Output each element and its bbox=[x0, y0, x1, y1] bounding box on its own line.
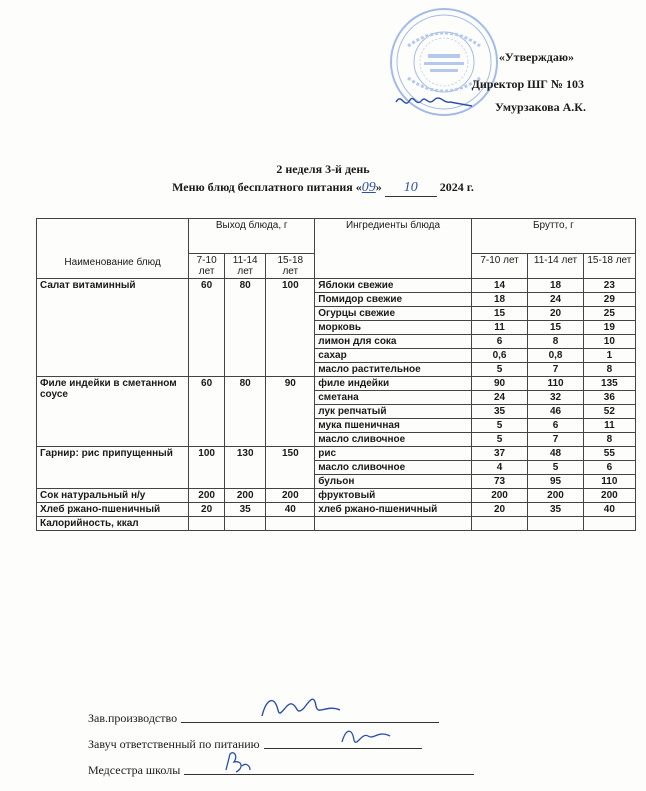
gross-value: 15 bbox=[471, 307, 528, 321]
signature-row-production bbox=[88, 700, 474, 726]
ingredient-name: бульон bbox=[315, 475, 472, 489]
gross-value: 90 bbox=[471, 377, 528, 391]
empty-cell bbox=[189, 517, 225, 531]
gross-value: 29 bbox=[583, 293, 635, 307]
gross-value: 200 bbox=[583, 489, 635, 503]
menu-month: 10 bbox=[385, 180, 437, 197]
gross-value: 18 bbox=[471, 293, 528, 307]
menu-day: 09 bbox=[361, 180, 376, 195]
empty-cell bbox=[315, 517, 472, 531]
yield-value: 60 bbox=[189, 279, 225, 377]
ingredient-name: сахар bbox=[315, 349, 472, 363]
menu-title bbox=[0, 180, 646, 197]
table-row bbox=[37, 503, 636, 517]
yield-value: 60 bbox=[189, 377, 225, 447]
header-gross-age: 15-18 лет bbox=[583, 254, 635, 279]
yield-value: 80 bbox=[225, 279, 266, 377]
ingredient-name: Яблоки свежие bbox=[315, 279, 472, 293]
ingredient-name: масло сливочное bbox=[315, 433, 472, 447]
ingredient-name: мука пшеничная bbox=[315, 419, 472, 433]
gross-value: 11 bbox=[583, 419, 635, 433]
gross-value: 52 bbox=[583, 405, 635, 419]
calories-label: Калорийность, ккал bbox=[37, 517, 189, 531]
ingredient-name: лимон для сока bbox=[315, 335, 472, 349]
gross-value: 24 bbox=[471, 391, 528, 405]
gross-value: 55 bbox=[583, 447, 635, 461]
yield-value: 200 bbox=[189, 489, 225, 503]
gross-value: 0,6 bbox=[471, 349, 528, 363]
gross-value: 19 bbox=[583, 321, 635, 335]
menu-table bbox=[36, 218, 636, 531]
header-yield-age: 7-10 лет bbox=[189, 254, 225, 279]
gross-value: 7 bbox=[528, 433, 583, 447]
menu-title-prefix: Меню блюд бесплатного питания « bbox=[172, 180, 362, 194]
table-row bbox=[37, 279, 636, 293]
gross-value: 6 bbox=[471, 335, 528, 349]
gross-value: 25 bbox=[583, 307, 635, 321]
production-label: Зав.производство bbox=[88, 711, 178, 725]
ingredient-name: Помидор свежие bbox=[315, 293, 472, 307]
gross-value: 48 bbox=[528, 447, 583, 461]
ingredient-name: морковь bbox=[315, 321, 472, 335]
director-title: Директор ШГ № 103 bbox=[471, 77, 584, 91]
header-gross: Брутто, г bbox=[471, 219, 635, 254]
gross-value: 6 bbox=[528, 419, 583, 433]
ingredient-name: сметана bbox=[315, 391, 472, 405]
ingredient-name: лук репчатый bbox=[315, 405, 472, 419]
yield-value: 200 bbox=[225, 489, 266, 503]
gross-value: 36 bbox=[583, 391, 635, 405]
gross-value: 110 bbox=[583, 475, 635, 489]
gross-value: 20 bbox=[528, 307, 583, 321]
ingredient-name: Огурцы свежие bbox=[315, 307, 472, 321]
gross-value: 110 bbox=[528, 377, 583, 391]
gross-value: 15 bbox=[528, 321, 583, 335]
approval-block bbox=[472, 50, 586, 115]
menu-subtitle: 2 неделя 3-й день bbox=[276, 162, 370, 176]
gross-value: 4 bbox=[471, 461, 528, 475]
gross-value: 8 bbox=[583, 433, 635, 447]
ingredient-name: масло растительное bbox=[315, 363, 472, 377]
gross-value: 23 bbox=[583, 279, 635, 293]
signature-row-nurse bbox=[88, 752, 474, 778]
gross-value: 0,8 bbox=[528, 349, 583, 363]
menu-year: 2024 г. bbox=[439, 180, 474, 194]
yield-value: 130 bbox=[225, 447, 266, 489]
empty-cell bbox=[528, 517, 583, 531]
gross-value: 200 bbox=[528, 489, 583, 503]
header-yield-age: 15-18 лет bbox=[266, 254, 315, 279]
gross-value: 40 bbox=[583, 503, 635, 517]
table-row bbox=[37, 489, 636, 503]
dish-name: Хлеб ржано-пшеничный bbox=[37, 503, 189, 517]
header-yield: Выход блюда, г bbox=[189, 219, 315, 254]
gross-value: 1 bbox=[583, 349, 635, 363]
menu-title-mid: » bbox=[375, 180, 382, 194]
gross-value: 11 bbox=[471, 321, 528, 335]
yield-value: 20 bbox=[189, 503, 225, 517]
nurse-label: Медсестра школы bbox=[88, 763, 181, 777]
gross-value: 20 bbox=[471, 503, 528, 517]
gross-value: 10 bbox=[583, 335, 635, 349]
header-gross-age: 11-14 лет bbox=[528, 254, 583, 279]
gross-value: 32 bbox=[528, 391, 583, 405]
yield-value: 150 bbox=[266, 447, 315, 489]
table-row bbox=[37, 377, 636, 391]
gross-value: 7 bbox=[528, 363, 583, 377]
gross-value: 5 bbox=[471, 419, 528, 433]
empty-cell bbox=[583, 517, 635, 531]
gross-value: 14 bbox=[471, 279, 528, 293]
gross-value: 200 bbox=[471, 489, 528, 503]
gross-value: 5 bbox=[471, 363, 528, 377]
ingredient-name: фруктовый bbox=[315, 489, 472, 503]
director-name: Умурзакова А.К. bbox=[495, 100, 586, 114]
yield-value: 90 bbox=[266, 377, 315, 447]
gross-value: 8 bbox=[583, 363, 635, 377]
empty-cell bbox=[471, 517, 528, 531]
dish-name: Сок натуральный н/у bbox=[37, 489, 189, 503]
empty-cell bbox=[266, 517, 315, 531]
gross-value: 135 bbox=[583, 377, 635, 391]
signature-row-nutrition bbox=[88, 726, 474, 752]
director-signature bbox=[394, 88, 474, 114]
nutrition-signature bbox=[338, 722, 394, 750]
dish-name: Филе индейки в сметанном соусе bbox=[37, 377, 189, 447]
gross-value: 8 bbox=[528, 335, 583, 349]
gross-value: 35 bbox=[471, 405, 528, 419]
gross-value: 24 bbox=[528, 293, 583, 307]
yield-value: 35 bbox=[225, 503, 266, 517]
header-dish-name: Наименование блюд bbox=[37, 219, 189, 279]
nurse-signature bbox=[220, 748, 254, 776]
ingredient-name: хлеб ржано-пшеничный bbox=[315, 503, 472, 517]
nutrition-label: Завуч ответственный по питанию bbox=[88, 737, 260, 751]
header-ingredients: Ингредиенты блюда bbox=[315, 219, 472, 279]
header-yield-age: 11-14 лет bbox=[225, 254, 266, 279]
empty-cell bbox=[225, 517, 266, 531]
production-signature bbox=[256, 690, 346, 726]
table-row bbox=[37, 517, 636, 531]
dish-name: Салат витаминный bbox=[37, 279, 189, 377]
dish-name: Гарнир: рис припущенный bbox=[37, 447, 189, 489]
gross-value: 35 bbox=[528, 503, 583, 517]
gross-value: 5 bbox=[528, 461, 583, 475]
yield-value: 100 bbox=[266, 279, 315, 377]
ingredient-name: масло сливочное bbox=[315, 461, 472, 475]
ingredient-name: рис bbox=[315, 447, 472, 461]
ingredient-name: филе индейки bbox=[315, 377, 472, 391]
yield-value: 80 bbox=[225, 377, 266, 447]
header-gross-age: 7-10 лет bbox=[471, 254, 528, 279]
gross-value: 18 bbox=[528, 279, 583, 293]
signatures-block bbox=[88, 700, 474, 778]
gross-value: 95 bbox=[528, 475, 583, 489]
yield-value: 40 bbox=[266, 503, 315, 517]
gross-value: 46 bbox=[528, 405, 583, 419]
table-row bbox=[37, 447, 636, 461]
approve-label: «Утверждаю» bbox=[498, 50, 574, 64]
gross-value: 6 bbox=[583, 461, 635, 475]
gross-value: 37 bbox=[471, 447, 528, 461]
gross-value: 5 bbox=[471, 433, 528, 447]
yield-value: 200 bbox=[266, 489, 315, 503]
gross-value: 73 bbox=[471, 475, 528, 489]
yield-value: 100 bbox=[189, 447, 225, 489]
